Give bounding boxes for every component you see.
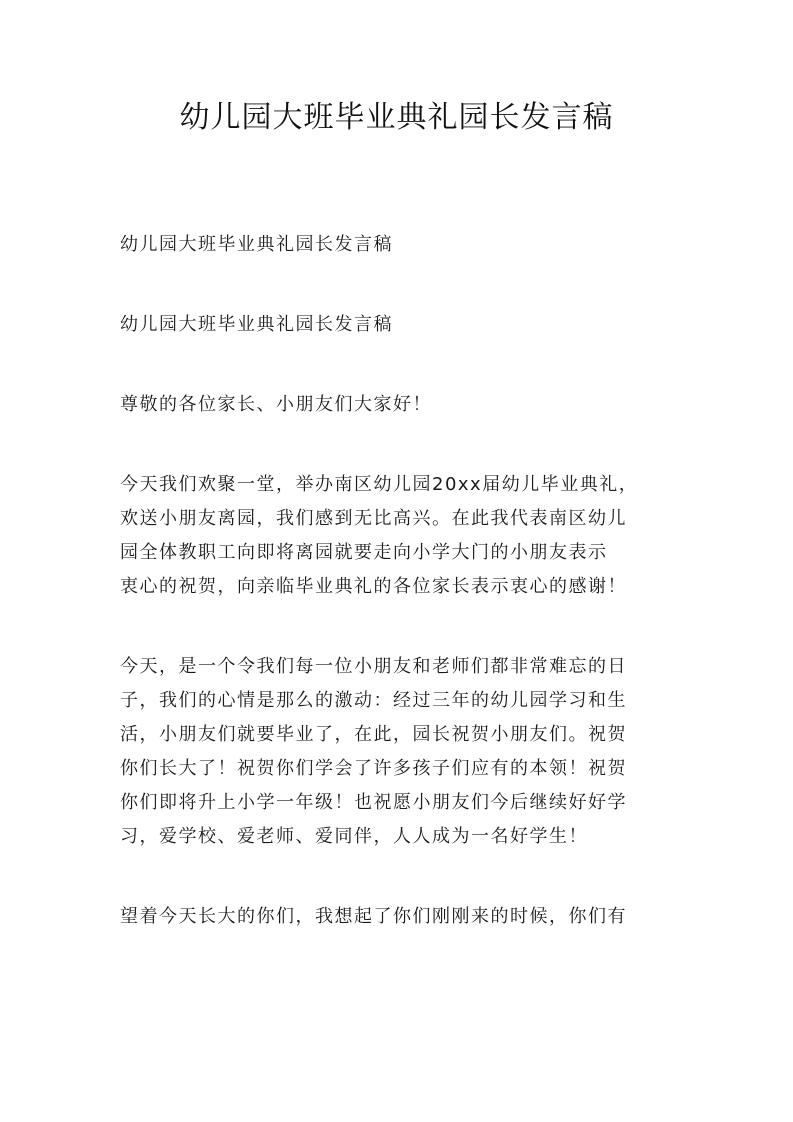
text-line: 习，爱学校、爱老师、爱同伴，人人成为一名好学生！ xyxy=(120,826,588,847)
document-body xyxy=(120,228,680,980)
document-title: 幼儿园大班毕业典礼园长发言稿 xyxy=(179,100,614,135)
text-line: 你们即将升上小学一年级！也祝愿小朋友们今后继续好好学 xyxy=(120,792,627,813)
paragraph xyxy=(120,468,680,604)
paragraph xyxy=(120,388,680,422)
text-line: 尊敬的各位家长、小朋友们大家好！ xyxy=(120,394,432,415)
text-line: 衷心的祝贺，向亲临毕业典礼的各位家长表示衷心的感谢！ xyxy=(120,576,627,597)
text-line: 今天我们欢聚一堂，举办南区幼儿园20xx届幼儿毕业典礼， xyxy=(120,474,639,495)
text-line: 活，小朋友们就要毕业了，在此，园长祝贺小朋友们。祝贺 xyxy=(120,724,627,745)
text-line: 子，我们的心情是那么的激动：经过三年的幼儿园学习和生 xyxy=(120,690,627,711)
text-line: 望着今天长大的你们，我想起了你们刚刚来的时候，你们有 xyxy=(120,906,627,927)
paragraph xyxy=(120,308,680,342)
paragraph xyxy=(120,650,680,854)
text-line: 幼儿园大班毕业典礼园长发言稿 xyxy=(120,234,393,255)
text-line: 园全体教职工向即将离园就要走向小学大门的小朋友表示 xyxy=(120,542,608,563)
text-line: 欢送小朋友离园，我们感到无比高兴。在此我代表南区幼儿 xyxy=(120,508,627,529)
paragraph xyxy=(120,228,680,262)
text-line: 你们长大了！祝贺你们学会了许多孩子们应有的本领！祝贺 xyxy=(120,758,627,779)
paragraph xyxy=(120,900,680,934)
text-line: 今天，是一个令我们每一位小朋友和老师们都非常难忘的日 xyxy=(120,656,627,677)
text-line: 幼儿园大班毕业典礼园长发言稿 xyxy=(120,314,393,335)
